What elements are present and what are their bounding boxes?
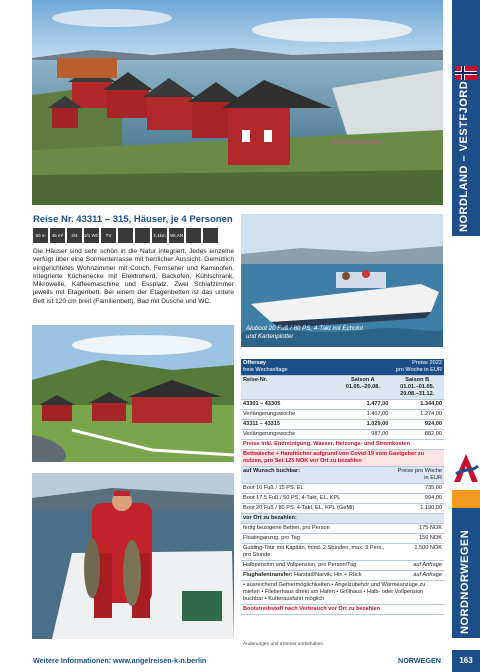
covid-note: Bettwäsche + Handtücher aufgrund von Covid-19 vom Gastgeber zu nutzen, pro Set 125 NOK vor Ort zu bezahlen	[241, 450, 444, 467]
onsite-item-label: Floatinganzug, pro Tag	[241, 534, 390, 544]
dog-icon	[135, 228, 150, 243]
season-b-label: Saison B	[405, 377, 430, 383]
bookable-header-row	[241, 467, 444, 484]
transfer-text: Harstad/Narvik, Hin + Rück	[293, 572, 362, 578]
region-label: NORDLAND – VESTFJORD	[458, 80, 470, 232]
photo-angler	[32, 473, 234, 639]
season-b-dates: 01.01.–01.05.	[400, 384, 435, 390]
distance-icon	[33, 228, 48, 243]
distance-icon-label: 50 m	[35, 233, 46, 238]
area-icon	[50, 228, 65, 243]
boat-label: Boot 20 Fuß / 80 PS, 4-Takt, EL, KPL (GeMi)	[241, 504, 390, 514]
region-side-tab-bottom	[452, 508, 480, 638]
region-label-bottom: NORDNORWEGEN	[459, 529, 471, 634]
more-info: Weitere Informationen: www.angelreisen-k-n.berlin	[33, 656, 207, 665]
footer-country: NORWEGEN	[398, 656, 441, 665]
row-label: 43311 – 43315	[241, 420, 335, 430]
row-label: Verlängerungswoche	[241, 430, 335, 440]
price-season-b: 1.274,00	[390, 410, 444, 420]
table-row	[241, 544, 444, 561]
accent-bar	[452, 490, 480, 508]
location-name: Offersøy	[243, 360, 267, 366]
inclusive-note-row	[241, 440, 444, 450]
onsite-item-price: 1.500 NOK	[390, 544, 444, 561]
price-table	[241, 359, 444, 615]
fishing-icon	[203, 228, 218, 243]
extras-text: • ausreichend Gefriermöglichkeiten • Angelzubehör und Wärmeanzüge zu mieten • Filetierhaus direkt am Hafen • Grillhaus • Halb- oder Vollpension buchbar • Kutterausfahrt möglich	[241, 581, 444, 605]
price-season-b: 1.344,00	[390, 400, 444, 410]
region-side-tab	[452, 0, 480, 236]
price-season-a: 1.407,00	[335, 410, 390, 420]
table-row	[241, 420, 444, 430]
season-a-dates: 01.05.–20.08.	[345, 384, 380, 390]
table-row	[241, 494, 444, 504]
wifi-icon	[169, 228, 184, 243]
transfer-price: auf Anfrage	[390, 571, 444, 581]
row-label: 43301 – 43305	[241, 400, 335, 410]
boat-caption: Aluboot 20 Fuß / 80 PS, 4-Takt mit Echolot und Kartenplotter	[246, 325, 364, 340]
price-year: Preise 2022	[412, 360, 442, 366]
changeover-days: freie Wechseltage	[243, 367, 288, 373]
onsite-header-row	[241, 514, 444, 524]
price-season-a: 1.477,00	[335, 400, 390, 410]
covid-note-row	[241, 450, 444, 467]
boat-label: Boot 16 Fuß / 15 PS, EL	[241, 484, 390, 494]
price-season-a: 1.029,00	[335, 420, 390, 430]
bookable-unit: Preise pro Woche in EUR	[390, 467, 444, 484]
boat-distance-icon-label: 2,1km	[153, 233, 166, 238]
table-row	[241, 430, 444, 440]
photo-red-houses	[32, 0, 443, 205]
onsite-item-price: 150 NOK	[390, 534, 444, 544]
price-season-b: 924,00	[390, 420, 444, 430]
table-row	[241, 410, 444, 420]
season-header-row	[241, 376, 444, 400]
onsite-item-label: fertig bezogene Betten, pro Person	[241, 524, 390, 534]
page-number: 163	[452, 650, 480, 672]
photo-houses-lawn	[32, 325, 234, 462]
offer-description: Die Häuser sind sehr schön in die Natur integriert. Jedes einzelne verfügt über eine Sonnenterrasse mit herrlicher Aussicht. Gemütlich eingerichtetes Wohnzimmer mit Couch, Fernseher und Kaminofen. Integrierte Küchenecke mit Elektroherd, Backofen, Kühlschrank, Mikrowelle, Kaffeemaschine und Essplatz. Zwei Schlafzimmer jeweils mit Etagenbett. Bei einem der Etagenbetten ist das untere Bett ist 120 cm breit (Familienbett). Bad mit Dusche und WC.	[33, 248, 234, 305]
rooms-icon-label: 2/4	[71, 233, 78, 238]
norway-flag-icon	[455, 66, 477, 80]
bookable-label: auf Wunsch buchbar:	[241, 467, 390, 484]
price-header-row	[241, 359, 444, 376]
price-season-a: 987,00	[335, 430, 390, 440]
tv-icon	[101, 228, 116, 243]
amenity-icons	[33, 228, 218, 243]
kitchen-icon	[118, 228, 133, 243]
boat-price: 994,00	[390, 494, 444, 504]
extras-row	[241, 581, 444, 605]
price-unit: pro Woche in EUR	[395, 367, 442, 373]
area-icon-label: 45 m²	[51, 233, 64, 238]
table-row	[241, 524, 444, 534]
onsite-item-price: 175 NOK	[390, 524, 444, 534]
table-row	[241, 484, 444, 494]
tv-icon-label: TV	[105, 233, 112, 238]
fuel-note-row	[241, 605, 444, 615]
transfer-label: Flughafentransfer:	[243, 572, 293, 578]
season-b-dates-2: 20.08.–31.12.	[400, 391, 435, 397]
table-row	[241, 561, 444, 571]
boat-label: Boot 17,5 Fuß / 50 PS, 4-Takt, EL, KPL	[241, 494, 390, 504]
table-row	[241, 534, 444, 544]
offer-title: Reise Nr. 43311 – 315, Häuser, je 4 Personen	[33, 214, 233, 225]
changes-note: Änderungen und Irrtümer vorbehalten.	[243, 642, 325, 647]
boat-price: 735,00	[390, 484, 444, 494]
season-a-label: Saison A	[350, 377, 375, 383]
table-row	[241, 504, 444, 514]
table-row	[241, 400, 444, 410]
price-season-b: 882,00	[390, 430, 444, 440]
inclusive-note: Preise inkl. Endreinigung, Wasser, Heizungs- und Stromkosten	[241, 440, 444, 450]
fuel-note: Bootstreibstoff nach Verbrauch vor Ort zu bezahlen	[241, 605, 444, 615]
onsite-item-price: auf Anfrage	[390, 561, 444, 571]
fish-cleaning-icon	[186, 228, 201, 243]
col-reise-nr: Reise-Nr.	[241, 376, 335, 400]
wifi-icon-label: WLAN	[169, 233, 183, 238]
row-label: Verlängerungswoche	[241, 410, 335, 420]
brand-logo	[452, 452, 480, 486]
onsite-item-label: Guiding-Tour mit Kapitän, mind. 2 Stunden, max. 9 Pers., pro Stunde	[241, 544, 390, 561]
bath-icon	[84, 228, 99, 243]
onsite-item-label: Halbpension und Vollpension, pro Person/Tag	[241, 561, 390, 571]
boat-price: 1.190,00	[390, 504, 444, 514]
rooms-icon	[67, 228, 82, 243]
boat-distance-icon	[152, 228, 167, 243]
onsite-label: vor Ort zu bezahlen:	[241, 514, 444, 524]
bath-icon-label: 1/1 WC	[84, 233, 100, 238]
transfer-row	[241, 571, 444, 581]
